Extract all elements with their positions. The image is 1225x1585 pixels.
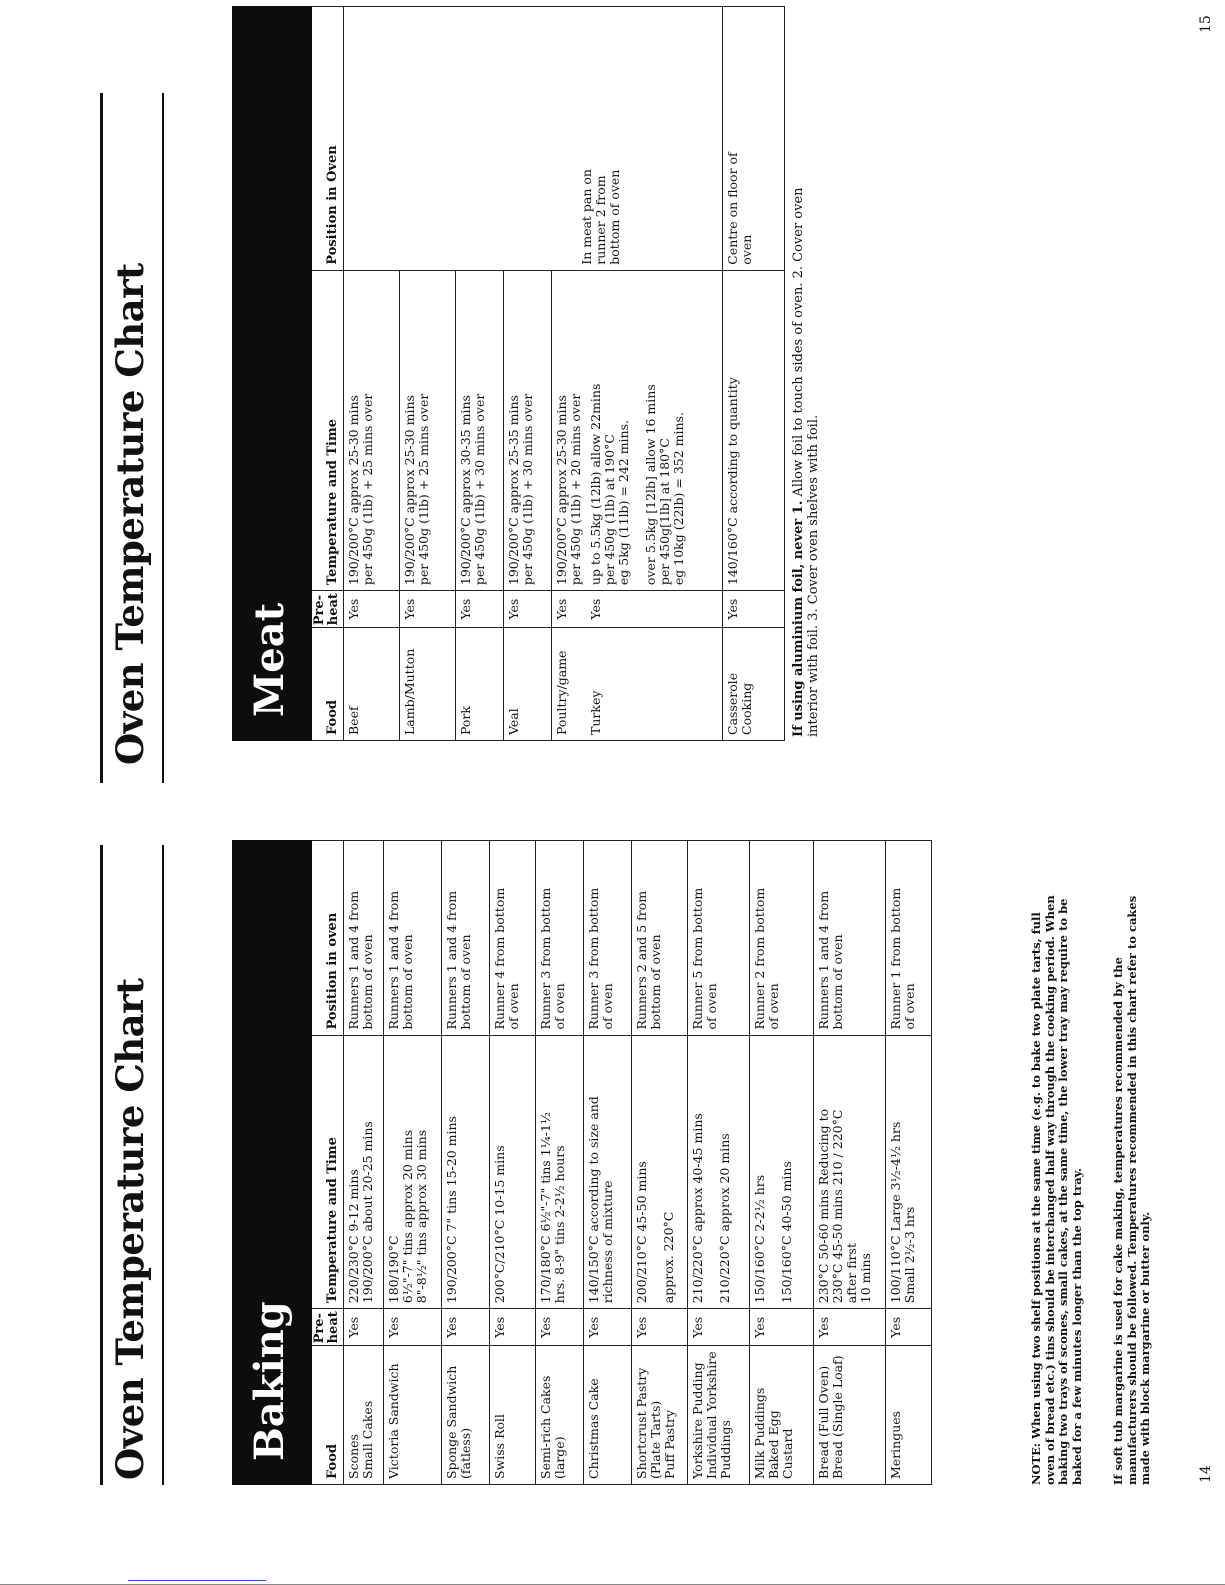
header-preheat-line: Pre- bbox=[312, 594, 327, 626]
temp-line: 210/220°C approx 40-45 mins bbox=[690, 1113, 705, 1304]
position-cell bbox=[344, 841, 384, 1036]
temp-line: 180/190°C bbox=[386, 1235, 401, 1304]
temp-time-cell bbox=[586, 270, 722, 590]
position-line: Runner 2 from bottom bbox=[752, 887, 767, 1030]
title-top-rule bbox=[100, 845, 103, 1485]
section-title: Baking bbox=[246, 1301, 293, 1461]
page-baking bbox=[0, 795, 1225, 1585]
position-line: bottom of oven bbox=[606, 169, 622, 265]
position-line: Runners 1 and 4 from bbox=[386, 890, 401, 1030]
position-cell bbox=[384, 841, 442, 1036]
table-row bbox=[632, 841, 688, 1485]
food-cell bbox=[632, 1346, 688, 1485]
position-line: of oven bbox=[766, 983, 781, 1030]
position-line: of oven bbox=[600, 983, 615, 1030]
food-line: Custard bbox=[780, 1428, 795, 1479]
food-line: Yorkshire Pudding bbox=[690, 1362, 705, 1479]
page-number-right: 15 bbox=[1198, 15, 1214, 33]
preheat-cell: Yes bbox=[632, 1309, 688, 1346]
table-row bbox=[344, 7, 400, 741]
temp-line: 190/200°C 7" tins 15-20 mins bbox=[444, 1116, 459, 1304]
temp-line: hrs. 8-9" tins 2-2½ hours bbox=[552, 1145, 567, 1304]
position-cell bbox=[632, 841, 688, 1036]
header-preheat bbox=[312, 591, 344, 628]
food-line: Victoria Sandwich bbox=[386, 1363, 401, 1479]
foil-note bbox=[791, 6, 821, 737]
position-cell bbox=[750, 841, 814, 1036]
table-row bbox=[688, 841, 750, 1485]
temp-line: 200°C/210°C 10-15 mins bbox=[492, 1145, 507, 1304]
food-cell bbox=[344, 1346, 384, 1485]
temp-time-cell bbox=[886, 1035, 932, 1309]
food-line: Beef bbox=[346, 706, 361, 735]
temp-time-cell bbox=[442, 1035, 490, 1309]
temp-line: per 450g (1lb) + 25 mins over bbox=[360, 393, 375, 586]
note-line: manufacturers should be followed. Temperatures recommended in this chart refer to cakes bbox=[1124, 895, 1139, 1485]
position-line: bottom of oven bbox=[648, 934, 663, 1030]
food-line: Poultry/game bbox=[554, 650, 569, 735]
table-row bbox=[814, 841, 886, 1485]
food-line: Christmas Cake bbox=[586, 1378, 601, 1479]
preheat-cell: Yes bbox=[814, 1309, 886, 1346]
note-line: If soft tub margarine is used for cake making, temperatures recommended by the bbox=[1111, 957, 1125, 1485]
temp-line: per 450g[1lb] at 180°C bbox=[657, 438, 672, 586]
temp-line: after first bbox=[844, 1243, 859, 1304]
page-number-left: 14 bbox=[1198, 1465, 1214, 1483]
temp-time-cell bbox=[584, 1035, 632, 1309]
position-cell bbox=[814, 841, 886, 1036]
food-cell bbox=[722, 628, 784, 741]
link-underline bbox=[128, 1580, 266, 1581]
position-line: bottom of oven bbox=[830, 934, 845, 1030]
header-temp: Temperature and Time bbox=[312, 270, 344, 590]
temp-time-cell bbox=[722, 270, 784, 590]
header-preheat-line: heat bbox=[326, 1311, 341, 1344]
food-cell bbox=[886, 1346, 932, 1485]
temp-line: approx. 220°C bbox=[661, 1211, 676, 1304]
position-line: Runners 1 and 4 from bbox=[346, 890, 361, 1030]
food-cell bbox=[504, 628, 552, 741]
temp-line: 190/200°C approx 25-35 mins bbox=[506, 395, 521, 586]
page-title: Oven Temperature Chart bbox=[108, 263, 152, 765]
table-row bbox=[344, 841, 384, 1485]
header-preheat-line: Pre- bbox=[312, 1313, 327, 1344]
baking-table-body bbox=[344, 841, 932, 1485]
header-preheat bbox=[312, 1309, 344, 1346]
food-cell bbox=[688, 1346, 750, 1485]
position-line: bottom of oven bbox=[400, 934, 415, 1030]
note-line: made with block margarine or butter only. bbox=[1138, 1211, 1152, 1485]
food-line: Puff Pastry bbox=[662, 1409, 677, 1479]
temp-line: 190/200°C approx 25-30 mins bbox=[554, 395, 569, 586]
position-cell bbox=[886, 841, 932, 1036]
note-shelf-text bbox=[1030, 825, 1084, 1485]
temp-time-cell bbox=[552, 270, 587, 590]
position-line: Runner 5 from bottom bbox=[690, 887, 705, 1030]
preheat-cell: Yes bbox=[688, 1309, 750, 1346]
temp-line: 220/230°C 9-12 mins bbox=[346, 1169, 361, 1304]
temp-line: eg 10kg (22lb) = 352 mins. bbox=[671, 412, 686, 586]
food-cell bbox=[536, 1346, 584, 1485]
header-position: Position in oven bbox=[312, 841, 344, 1036]
note-margarine-text bbox=[1112, 825, 1153, 1485]
position-cell bbox=[442, 841, 490, 1036]
temp-time-cell bbox=[344, 1035, 384, 1309]
preheat-cell: Yes bbox=[344, 591, 400, 628]
food-cell bbox=[750, 1346, 814, 1485]
note-line: baking two trays of scones, small cakes, at the same time, the lower tray may require to be bbox=[1056, 898, 1070, 1485]
table-row bbox=[722, 7, 784, 741]
foil-note-bold: If using aluminium foil, never 1. bbox=[790, 500, 806, 737]
position-line: Runners 2 and 5 from bbox=[634, 890, 649, 1030]
temp-line: per 450g (1lb) + 20 mins over bbox=[568, 393, 583, 586]
section-band bbox=[232, 840, 312, 1485]
food-line: Lamb/Mutton bbox=[402, 648, 417, 735]
table-row bbox=[490, 841, 536, 1485]
header-food: Food bbox=[312, 628, 344, 741]
preheat-cell: Yes bbox=[384, 1309, 442, 1346]
preheat-cell: Yes bbox=[552, 591, 587, 628]
section-title: Meat bbox=[246, 602, 293, 717]
position-line: of oven bbox=[902, 983, 917, 1030]
position-line: Runner 1 from bottom bbox=[888, 887, 903, 1030]
temp-line: 140/150°C according to size and bbox=[586, 1096, 601, 1304]
food-cell bbox=[552, 628, 587, 741]
section-band bbox=[232, 6, 312, 741]
position-line: of oven bbox=[552, 983, 567, 1030]
preheat-cell: Yes bbox=[536, 1309, 584, 1346]
food-line: Pork bbox=[458, 706, 473, 735]
baking-table bbox=[312, 840, 932, 1485]
temp-line: per 450g (1lb) + 30 mins over bbox=[472, 393, 487, 586]
title-bottom-rule bbox=[162, 93, 164, 783]
temp-line: 190/200°C approx 25-30 mins bbox=[346, 395, 361, 586]
position-cell bbox=[688, 841, 750, 1036]
preheat-cell: Yes bbox=[584, 1309, 632, 1346]
temp-line: 8"-8½" tins approx 30 mins bbox=[414, 1129, 429, 1304]
temp-line: 150/160°C 2-2½ hrs bbox=[752, 1174, 767, 1304]
food-line: (fatless) bbox=[458, 1427, 473, 1479]
position-line: of oven bbox=[506, 983, 521, 1030]
temp-line: over 5.5kg [12lb] allow 16 mins bbox=[643, 384, 658, 586]
position-cell bbox=[536, 841, 584, 1036]
position-line: Runners 1 and 4 from bbox=[816, 890, 831, 1030]
temp-line: per 450g (1lb) + 30 mins over bbox=[520, 393, 535, 586]
foil-note-rest: interior with foil. 3. Cover oven shelves with foil. bbox=[805, 414, 821, 737]
temp-line: 190/200°C approx 25-30 mins bbox=[402, 395, 417, 586]
page-title: Oven Temperature Chart bbox=[108, 978, 152, 1480]
food-cell bbox=[344, 628, 400, 741]
temp-line: Small 2½-3 hrs bbox=[902, 1206, 917, 1304]
temp-line: 10 mins bbox=[858, 1253, 873, 1304]
temp-time-cell bbox=[536, 1035, 584, 1309]
temp-line: 170/180°C 6½"-7" tins 1¼-1½ bbox=[538, 1111, 553, 1304]
food-line: Scones bbox=[346, 1434, 361, 1479]
header-food: Food bbox=[312, 1346, 344, 1485]
food-cell bbox=[586, 628, 722, 741]
temp-line: 140/160°C according to quantity bbox=[724, 377, 740, 586]
temp-line: 6½"-7" tins approx 20 mins bbox=[400, 1129, 415, 1304]
table-row bbox=[886, 841, 932, 1485]
food-line: (large) bbox=[552, 1436, 567, 1479]
temp-time-cell bbox=[400, 270, 456, 590]
temp-time-cell bbox=[814, 1035, 886, 1309]
preheat-cell: Yes bbox=[504, 591, 552, 628]
temp-line: eg 5kg (11lb) = 242 mins. bbox=[616, 420, 631, 586]
temp-time-cell bbox=[456, 270, 504, 590]
food-line: Milk Puddings bbox=[752, 1387, 767, 1479]
note-line: oven of bread etc.) tins should be interchanged half way through the cooking period. When bbox=[1042, 895, 1057, 1485]
temp-line: 230°C 50-60 mins Reducing to bbox=[816, 1108, 831, 1304]
position-line: Runners 1 and 4 from bbox=[444, 890, 459, 1030]
meat-table bbox=[312, 6, 785, 741]
position-line: runner 2 from bbox=[592, 175, 608, 265]
temp-time-cell bbox=[632, 1035, 688, 1309]
position-cell bbox=[722, 7, 784, 271]
temp-time-cell bbox=[688, 1035, 750, 1309]
title-top-rule bbox=[100, 93, 103, 783]
temp-line: per 450g (1lb) + 25 mins over bbox=[416, 393, 431, 586]
food-line: Puddings bbox=[718, 1420, 733, 1479]
preheat-cell: Yes bbox=[442, 1309, 490, 1346]
temp-line: 200/210°C 45-50 mins bbox=[634, 1161, 649, 1304]
food-line: (Plate Tarts) bbox=[648, 1400, 663, 1479]
food-cell bbox=[400, 628, 456, 741]
food-line: Swiss Roll bbox=[492, 1414, 507, 1479]
food-cell bbox=[442, 1346, 490, 1485]
food-line: Individual Yorkshire bbox=[704, 1351, 719, 1479]
preheat-cell: Yes bbox=[750, 1309, 814, 1346]
preheat-cell: Yes bbox=[400, 591, 456, 628]
position-cell bbox=[490, 841, 536, 1036]
temp-time-cell bbox=[384, 1035, 442, 1309]
position-line: of oven bbox=[704, 983, 719, 1030]
food-line: Bread (Single Loaf) bbox=[830, 1355, 845, 1479]
food-line: Meringues bbox=[888, 1410, 903, 1479]
note-line: baked for a few minutes longer than the top tray. bbox=[1069, 1167, 1084, 1485]
meat-table-body bbox=[344, 7, 785, 741]
position-line: In meat pan on bbox=[578, 169, 594, 265]
position-line: oven bbox=[738, 234, 754, 265]
temp-time-cell bbox=[504, 270, 552, 590]
food-line: Small Cakes bbox=[360, 1400, 375, 1479]
table-row bbox=[584, 841, 632, 1485]
preheat-cell: Yes bbox=[886, 1309, 932, 1346]
temp-time-cell bbox=[490, 1035, 536, 1309]
temp-line: richness of mixture bbox=[600, 1180, 615, 1304]
title-bottom-rule bbox=[162, 845, 164, 1485]
temp-line: 190/200°C about 20-25 mins bbox=[360, 1121, 375, 1304]
food-line: Veal bbox=[506, 708, 521, 735]
food-line: Semi-rich Cakes bbox=[538, 1375, 553, 1479]
table-row bbox=[384, 841, 442, 1485]
header-position: Position in Oven bbox=[312, 7, 344, 271]
position-line: Runner 3 from bottom bbox=[538, 887, 553, 1030]
food-cell bbox=[384, 1346, 442, 1485]
table-header-row bbox=[312, 7, 344, 741]
note-shelf-positions bbox=[1030, 825, 1084, 1485]
temp-line: up to 5.5kg (12lb) allow 22mins bbox=[588, 383, 603, 586]
position-line: Runner 3 from bottom bbox=[586, 887, 601, 1030]
temp-time-cell bbox=[750, 1035, 814, 1309]
baking-chart bbox=[232, 840, 932, 1485]
food-cell bbox=[814, 1346, 886, 1485]
food-line: Shortcrust Pastry bbox=[634, 1367, 649, 1479]
food-line: Baked Egg bbox=[766, 1410, 781, 1479]
table-row bbox=[750, 841, 814, 1485]
table-header-row bbox=[312, 841, 344, 1485]
table-row bbox=[536, 841, 584, 1485]
food-cell bbox=[490, 1346, 536, 1485]
position-line: bottom of oven bbox=[360, 934, 375, 1030]
note-line: NOTE: When using two shelf positions at the same time (e.g. to bake two plate tarts, full bbox=[1029, 912, 1043, 1485]
temp-line: 150/160°C 40-50 mins bbox=[779, 1161, 794, 1304]
temp-line: 230°C 45-50 mins 210 / 220°C bbox=[830, 1109, 845, 1304]
position-line: Runner 4 from bottom bbox=[492, 887, 507, 1030]
food-line: Bread (Full Oven) bbox=[816, 1365, 831, 1479]
position-line: bottom of oven bbox=[458, 934, 473, 1030]
note-margarine bbox=[1112, 825, 1153, 1485]
food-cell bbox=[456, 628, 504, 741]
preheat-cell: Yes bbox=[586, 591, 722, 628]
header-temp: Temperature and Time bbox=[312, 1035, 344, 1309]
position-cell bbox=[584, 841, 632, 1036]
foil-note-rest: Allow foil to touch sides of oven. 2. Cover oven bbox=[790, 187, 806, 501]
temp-line: per 450g (1lb) at 190°C bbox=[602, 434, 617, 586]
temp-line: 100/110°C Large 3½-4½ hrs bbox=[888, 1121, 903, 1304]
preheat-cell: Yes bbox=[456, 591, 504, 628]
temp-time-cell bbox=[344, 270, 400, 590]
shared-position-cell bbox=[344, 7, 723, 271]
food-line: Turkey bbox=[588, 690, 603, 735]
table-row bbox=[442, 841, 490, 1485]
position-line: Centre on floor of bbox=[724, 152, 740, 265]
meat-chart bbox=[232, 6, 821, 741]
preheat-cell: Yes bbox=[490, 1309, 536, 1346]
preheat-cell: Yes bbox=[344, 1309, 384, 1346]
header-preheat-line: heat bbox=[326, 593, 341, 626]
food-cell bbox=[584, 1346, 632, 1485]
food-line: Cooking bbox=[738, 682, 754, 735]
food-line: Casserole bbox=[724, 672, 740, 735]
temp-line: 190/200°C approx 30-35 mins bbox=[458, 395, 473, 586]
preheat-cell: Yes bbox=[722, 591, 784, 628]
food-line: Sponge Sandwich bbox=[444, 1365, 459, 1479]
temp-line: 210/220°C approx 20 mins bbox=[717, 1133, 732, 1304]
